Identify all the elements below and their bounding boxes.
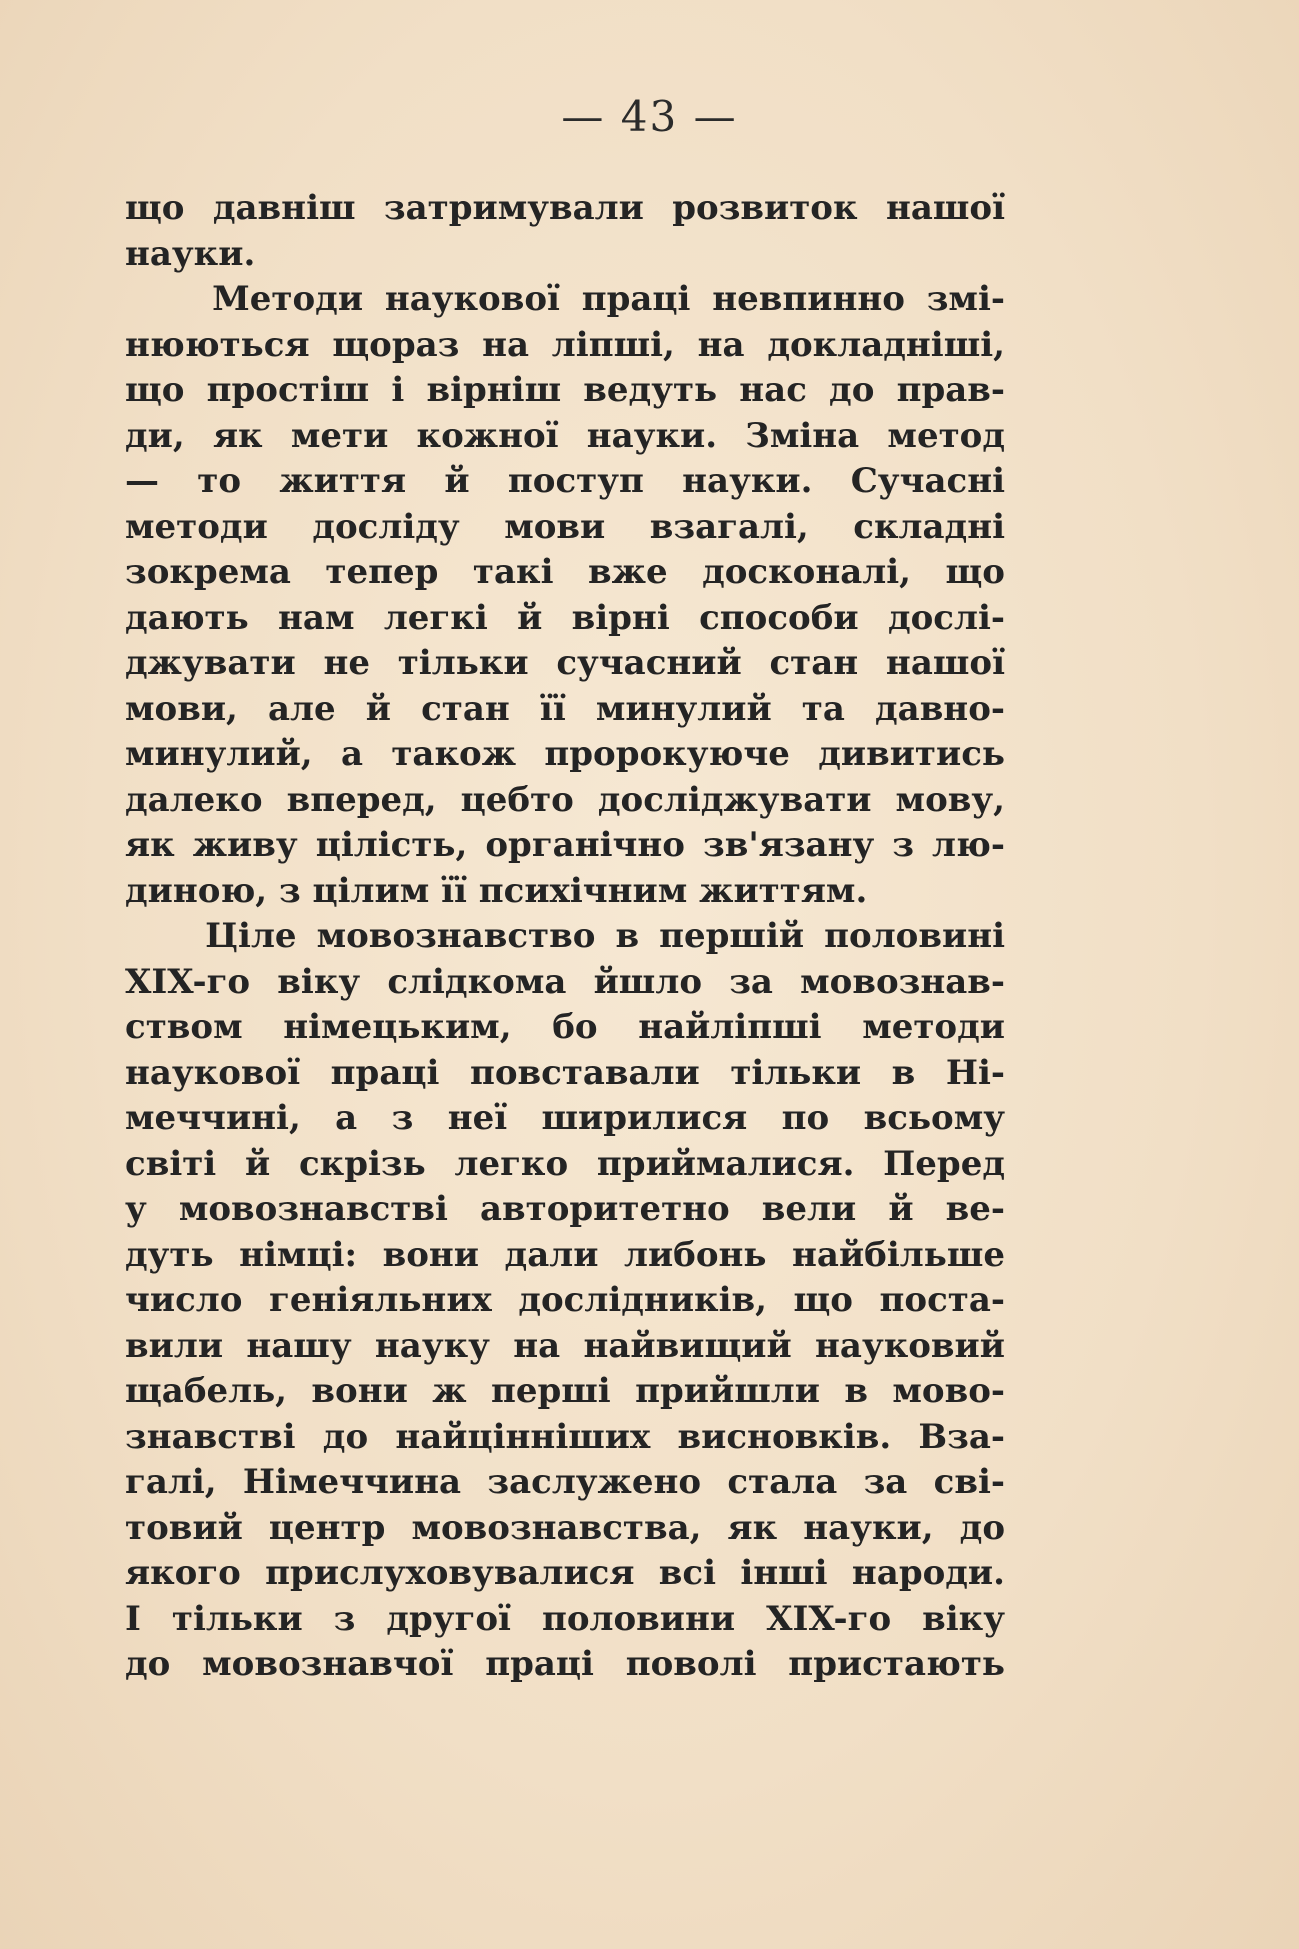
- text-line: якого прислуховувалися всі інші народи.: [125, 1553, 1005, 1593]
- text-line: до мовознавчої праці поволі пристають: [125, 1644, 1005, 1684]
- text-line: товий центр мовознавства, як науки, до: [125, 1507, 1005, 1548]
- page-number: — 43 —: [561, 92, 738, 141]
- text-line: наукової праці повставали тільки в Ні-: [125, 1052, 1005, 1093]
- text-line: далеко вперед, цебто досліджувати мову,: [125, 779, 1005, 820]
- text-line: ством німецьким, бо найліпші методи: [125, 1007, 1005, 1047]
- text-line: ди, як мети кожної науки. Зміна метод: [125, 415, 1005, 456]
- text-line: науки.: [125, 233, 256, 274]
- text-line: нюються щораз на ліпші, на докладніші,: [125, 324, 1005, 365]
- body-text: [125, 186, 1005, 1688]
- text-line: — то життя й поступ науки. Сучасні: [125, 461, 1005, 501]
- text-line: у мовознавстві авторитетно вели й ве-: [125, 1189, 1005, 1229]
- text-line: що простіш і вірніш ведуть нас до прав-: [125, 370, 1005, 410]
- text-line: знавстві до найцінніших висновків. Вза-: [125, 1416, 1005, 1457]
- text-line: І тільки з другої половини XIX-го віку: [125, 1598, 1005, 1639]
- text-line: минулий, а також пророкуюче дивитись: [125, 734, 1005, 774]
- text-line: галі, Німеччина заслужено стала за сві-: [125, 1462, 1005, 1502]
- text-line: XIX-го віку слідкома йшло за мовознав-: [125, 961, 1005, 1002]
- text-line: щабель, вони ж перші прийшли в мово-: [125, 1371, 1005, 1411]
- text-line: Ціле мовознавство в першій половині: [125, 916, 1005, 956]
- text-line: світі й скрізь легко приймалися. Перед: [125, 1143, 1005, 1184]
- text-line: джувати не тільки сучасний стан нашої: [125, 643, 1005, 683]
- text-line: що давніш затримували розвиток нашої: [125, 188, 1005, 228]
- text-line: меччині, а з неї ширилися по всьому: [125, 1098, 1005, 1138]
- text-line: дають нам легкі й вірні способи дослі-: [125, 597, 1005, 638]
- text-line: мови, але й стан її минулий та давно-: [125, 688, 1005, 729]
- text-line: вили нашу науку на найвищий науковий: [125, 1325, 1005, 1366]
- text-line: диною, з цілим її психічним життям.: [125, 870, 868, 911]
- text-line: методи досліду мови взагалі, складні: [125, 506, 1005, 547]
- text-line: зокрема тепер такі вже досконалі, що: [125, 552, 1005, 592]
- text-line: число геніяльних дослідників, що поста-: [125, 1280, 1005, 1320]
- text-line: як живу цілість, органічно зв'язану з лю-: [125, 825, 1005, 865]
- text-line: Методи наукової праці невпинно змі-: [125, 279, 1005, 319]
- text-line: дуть німці: вони дали либонь найбільше: [125, 1234, 1005, 1275]
